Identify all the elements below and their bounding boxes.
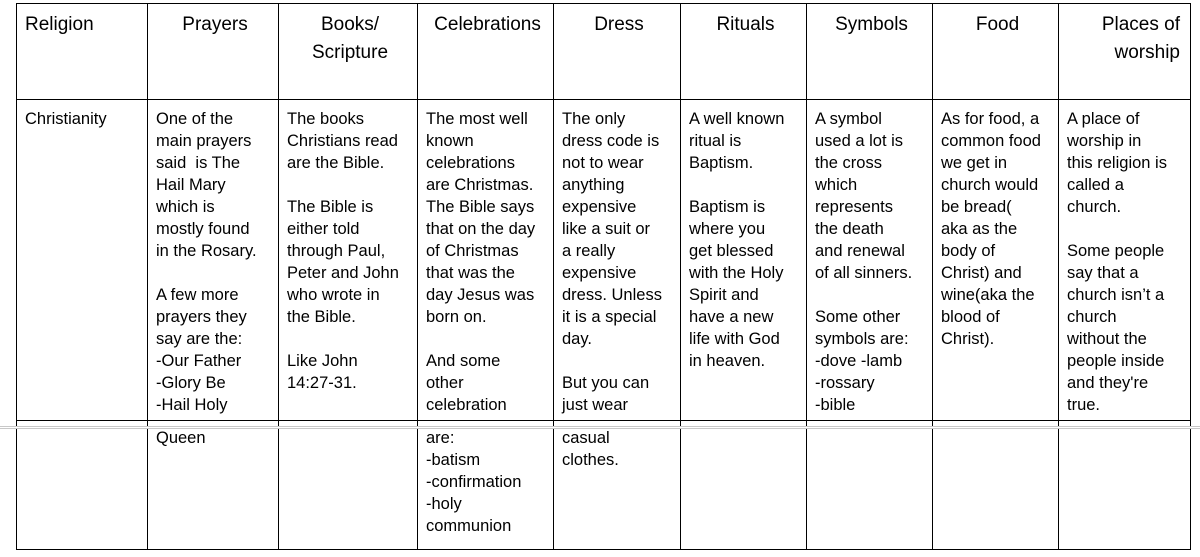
cell-rituals <box>681 421 807 550</box>
header-cell-rituals: Rituals <box>681 4 807 100</box>
header-cell-prayers: Prayers <box>148 4 279 100</box>
cell-celebrations: The most well known celebrations are Christmas. The Bible says that on the day of Christmas that was the day Jesus was born on. And some other celebration <box>418 100 554 421</box>
cell-places-of-worship <box>1059 421 1191 550</box>
cell-religion <box>17 421 148 550</box>
cell-books <box>279 421 418 550</box>
cell-religion: Christianity <box>17 100 148 421</box>
page-break-divider <box>0 426 1200 429</box>
cell-rituals: A well known ritual is Baptism. Baptism is where you get blessed with the Holy Spirit and have a new life with God in heaven. <box>681 100 807 421</box>
cell-dress: The only dress code is not to wear anything expensive like a suit or a really expensive dress. Unless it is a special day. But you can just wear <box>554 100 681 421</box>
cell-food: As for food, a common food we get in church would be bread( aka as the body of Christ) and wine(aka the blood of Christ). <box>933 100 1059 421</box>
table-row <box>17 421 1191 550</box>
header-cell-dress: Dress <box>554 4 681 100</box>
cell-food <box>933 421 1059 550</box>
religion-comparison-table <box>16 3 1191 550</box>
table-header-row <box>17 4 1191 100</box>
cell-celebrations: are: -batism -confirmation -holy communion <box>418 421 554 550</box>
cell-symbols <box>807 421 933 550</box>
cell-places-of-worship: A place of worship in this religion is called a church. Some people say that a church isn’t a church without the people inside and they're true. <box>1059 100 1191 421</box>
cell-prayers: One of the main prayers said is The Hail Mary which is mostly found in the Rosary. A few more prayers they say are the: -Our Father -Glory Be -Hail Holy <box>148 100 279 421</box>
header-cell-books: Books/ Scripture <box>279 4 418 100</box>
cell-dress: casual clothes. <box>554 421 681 550</box>
header-cell-religion: Religion <box>17 4 148 100</box>
cell-symbols: A symbol used a lot is the cross which represents the death and renewal of all sinners. Some other symbols are: -dove -lamb -rossary -bible <box>807 100 933 421</box>
cell-prayers: Queen <box>148 421 279 550</box>
header-cell-celebrations: Celebrations <box>418 4 554 100</box>
table-row <box>17 100 1191 421</box>
header-cell-places-of-worship: Places of worship <box>1059 4 1191 100</box>
cell-books: The books Christians read are the Bible. The Bible is either told through Paul, Peter and John who wrote in the Bible. Like John 14:27-31. <box>279 100 418 421</box>
header-cell-food: Food <box>933 4 1059 100</box>
header-cell-symbols: Symbols <box>807 4 933 100</box>
